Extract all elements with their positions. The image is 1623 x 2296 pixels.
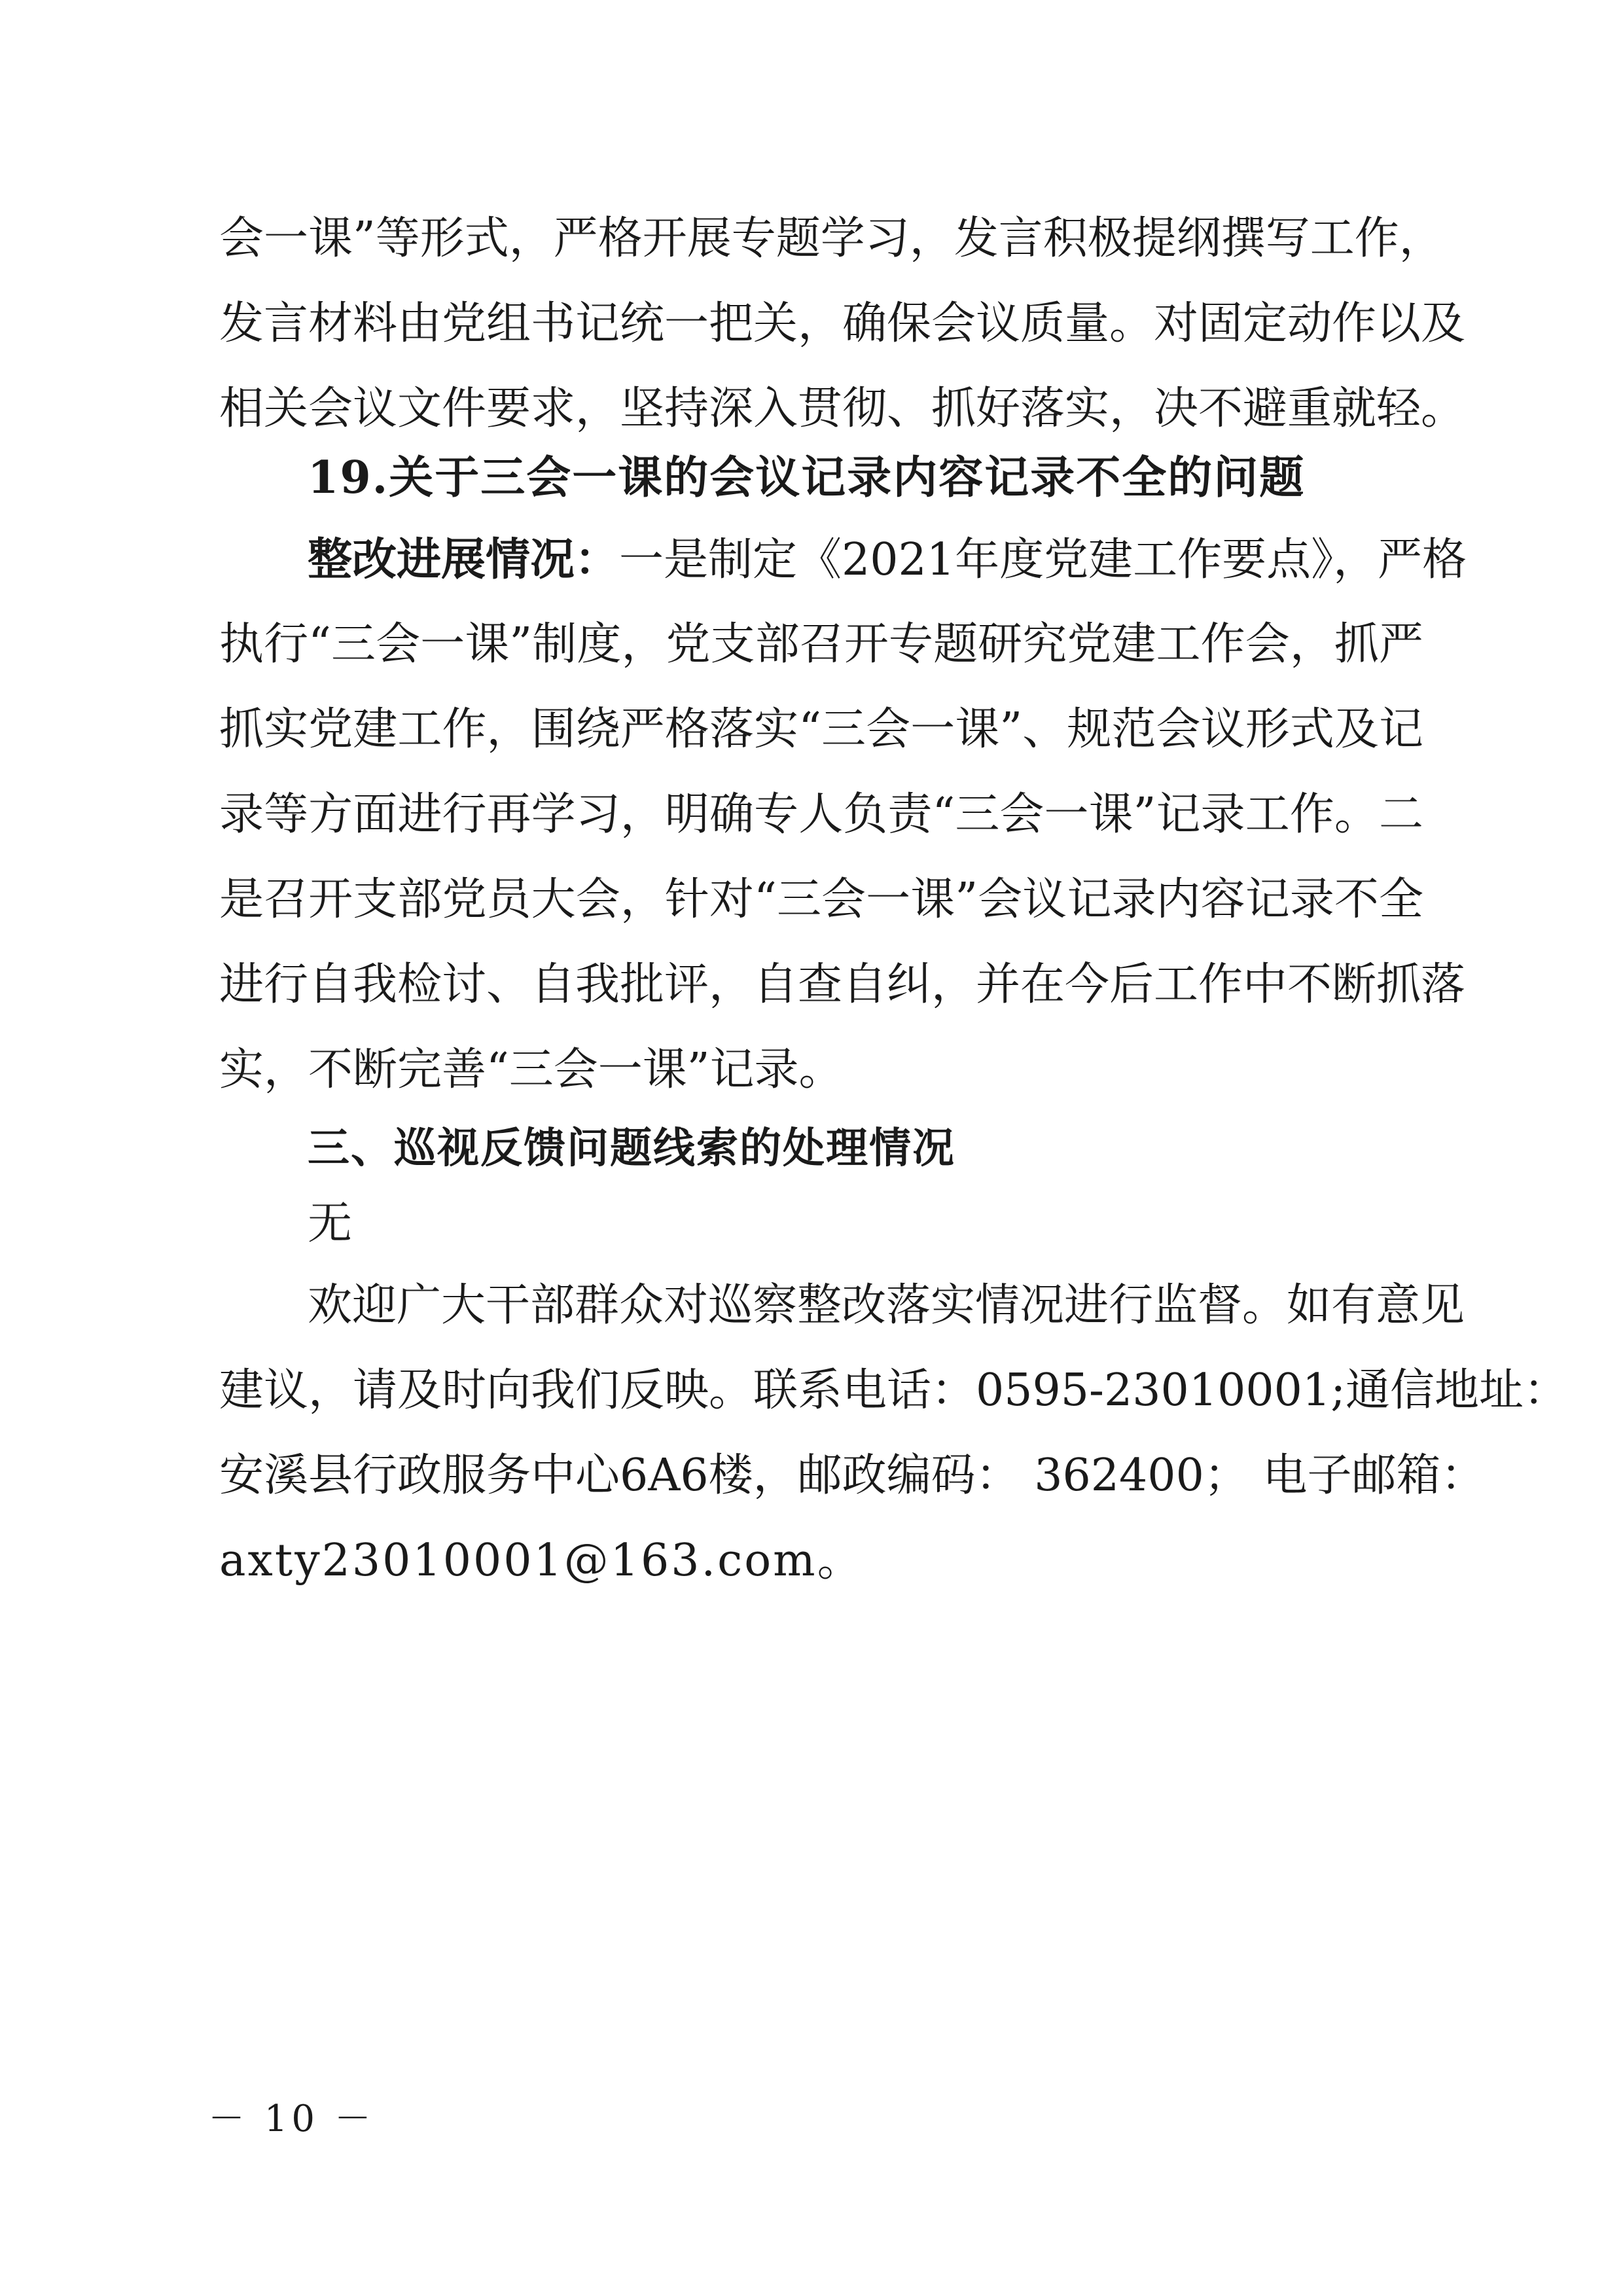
continuation-line-2: 发言材料由党组书记统一把关，确保会议质量。对固定动作以及 (219, 298, 1466, 350)
section-3-heading: 三、巡视反馈问题线索的处理情况 (308, 1124, 955, 1173)
page-number: － 10 － (208, 2098, 375, 2140)
item-19-lead: 整改进展情况： (308, 533, 620, 586)
item-19-line-7: 实，不断完善“三会一课”记录。 (219, 1044, 844, 1096)
item-19-first-line (308, 517, 1467, 602)
closing-line-1: 欢迎广大干部群众对巡察整改落实情况进行监督。如有意见 (308, 1280, 1465, 1331)
item-19-line-3: 抓实党建工作，围绕严格落实“三会一课”、规范会议形式及记 (219, 704, 1423, 755)
continuation-line-3: 相关会议文件要求，坚持深入贯彻、抓好落实，决不避重就轻。 (219, 383, 1466, 435)
contact-email: axty23010001@163.com。 (219, 1535, 864, 1587)
closing-line-3: 安溪县行政服务中心6A6楼，邮政编码： 362400； 电子邮箱： (219, 1450, 1486, 1501)
item-19-line-5: 是召开支部党员大会，针对“三会一课”会议记录内容记录不全 (219, 874, 1423, 925)
item-19-first-line-text: 一是制定《2021年度党建工作要点》，严格 (619, 534, 1467, 586)
section-3-content: 无 (308, 1198, 353, 1249)
item-19-line-2: 执行“三会一课”制度，党支部召开专题研究党建工作会，抓严 (219, 619, 1423, 670)
item-19-heading: 19.关于三会一课的会议记录内容记录不全的问题 (308, 452, 1306, 504)
closing-line-2: 建议，请及时向我们反映。联系电话：0595-23010001;通信地址： (219, 1365, 1569, 1416)
continuation-line-1: 会一课”等形式，严格开展专题学习，发言积极提纲撰写工作， (219, 213, 1444, 264)
item-19-line-6: 进行自我检讨、自我批评，自查自纠，并在今后工作中不断抓落 (219, 959, 1466, 1011)
item-19-line-4: 录等方面进行再学习，明确专人负责“三会一课”记录工作。二 (219, 789, 1423, 840)
